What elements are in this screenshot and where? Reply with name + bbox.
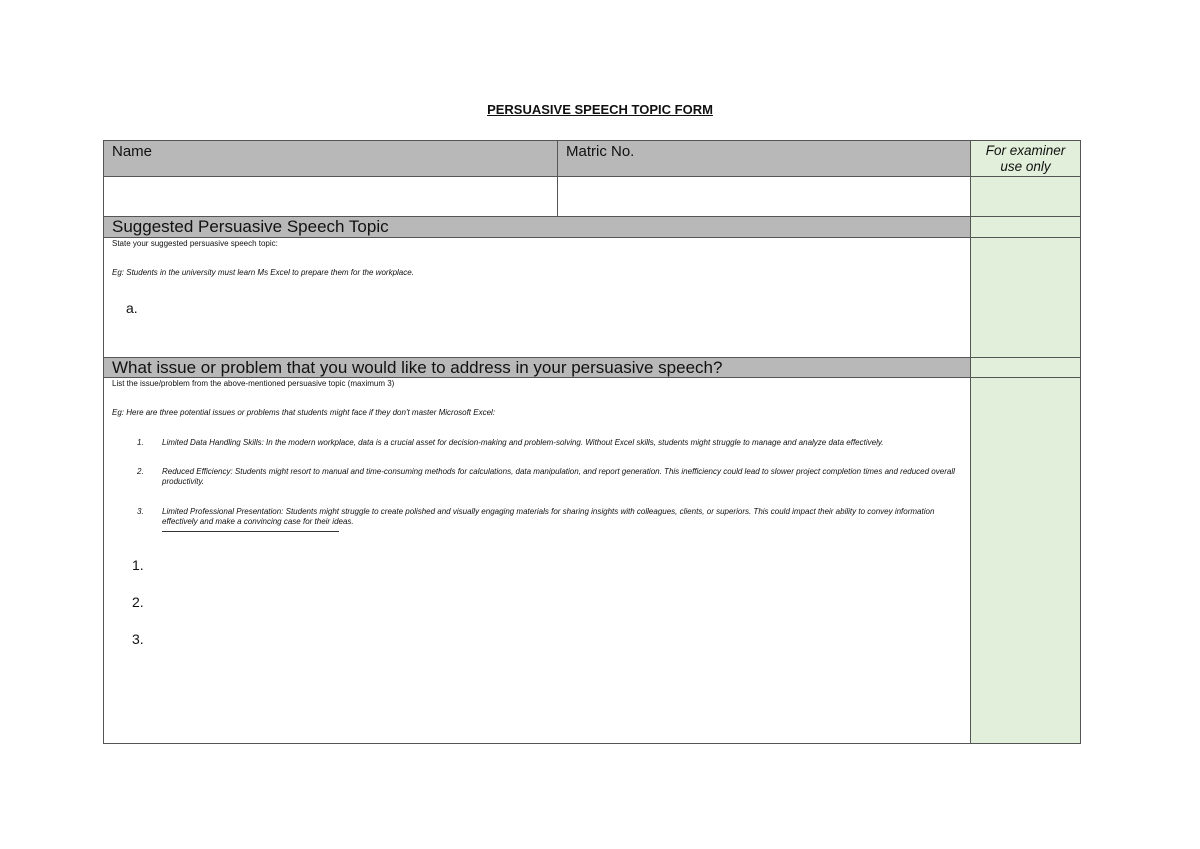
issue-instruction: List the issue/problem from the above-mentioned persuasive topic (maximum 3) [112, 379, 395, 388]
topic-answer-marker: a. [126, 300, 138, 316]
issue-section-heading [104, 357, 970, 377]
example-underline-rule [162, 531, 339, 532]
topic-heading-text: Suggested Persuasive Speech Topic [112, 217, 389, 236]
issue-heading-text: What issue or problem that you would like to address in your persuasive speech? [112, 358, 723, 377]
issue-example-1-num: 1. [137, 438, 144, 447]
issue-answer-area[interactable] [104, 377, 970, 743]
examiner-cell-3 [970, 237, 1080, 357]
examiner-cell-4 [970, 357, 1080, 377]
issue-answer-marker-2: 2. [132, 594, 144, 610]
issue-example-3-text: Limited Professional Presentation: Students might struggle to create polished and visually engaging materials for sharing insights with colleagues, clients, or superiors. This could impact their ability to convey information effectively and make a convincing case for their ideas. [162, 507, 935, 526]
examiner-cell-1 [970, 176, 1080, 216]
topic-instruction: State your suggested persuasive speech topic: [112, 239, 278, 248]
issue-answer-marker-1: 1. [132, 557, 144, 573]
name-field[interactable] [104, 176, 557, 216]
issue-example-2-text: Reduced Efficiency: Students might resort to manual and time-consuming methods for calculations, data manipulation, and report generation. This inefficiency could lead to slower project completion times and reduced overall productivity. [162, 467, 955, 486]
examiner-header [970, 141, 1080, 176]
topic-section-heading [104, 216, 970, 237]
name-label: Name [112, 143, 153, 160]
topic-form [103, 140, 1081, 744]
issue-example-2-num: 2. [137, 467, 144, 476]
topic-example: Eg: Students in the university must learn Ms Excel to prepare them for the workplace. [112, 268, 414, 277]
form-title: PERSUASIVE SPEECH TOPIC FORM [487, 102, 713, 117]
examiner-label-line1: For examiner [985, 143, 1066, 158]
matric-header [557, 141, 970, 176]
examiner-cell-5 [970, 377, 1080, 743]
matric-label: Matric No. [566, 143, 635, 160]
topic-answer-area[interactable] [104, 237, 970, 357]
issue-example-3-num: 3. [137, 507, 144, 516]
matric-field[interactable] [557, 176, 970, 216]
issue-example-intro: Eg: Here are three potential issues or problems that students might face if they don't master Microsoft Excel: [112, 408, 496, 417]
issue-example-1-text: Limited Data Handling Skills: In the modern workplace, data is a crucial asset for decision-making and problem-solving. Without Excel skills, students might struggle to manage and analyze data effectively. [162, 438, 884, 447]
examiner-cell-2 [970, 216, 1080, 237]
issue-answer-marker-3: 3. [132, 631, 144, 647]
examiner-label-line2: use only [1000, 159, 1051, 174]
name-header [104, 141, 557, 176]
